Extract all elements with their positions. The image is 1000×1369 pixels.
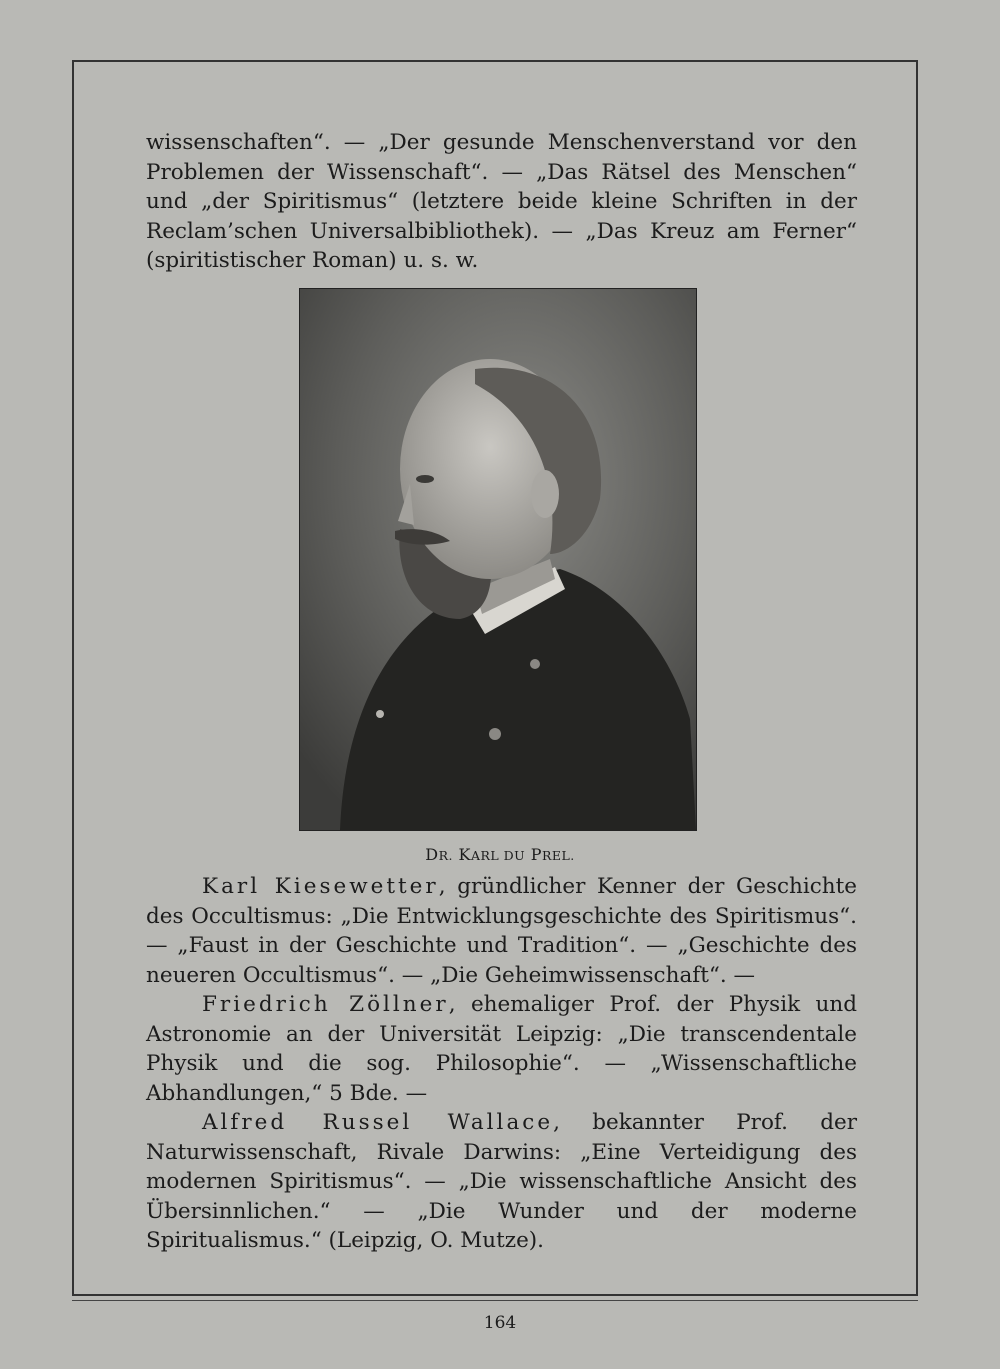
top-paragraph [146, 128, 857, 276]
caption-part: K [458, 845, 471, 864]
entry-zoellner [146, 990, 857, 1108]
entry-text: , bekannter Prof. der Naturwissenschaft, Rivale Darwins: „Eine Verteidigung des modernen Spiritismus“. — „Die wissenschaftliche Ansicht des Übersinnlichen.“ — „Die Wunder und der moderne Spiritualismus.“ (Leipzig, O. Mutze). [146, 1110, 857, 1253]
bibliography-entries [146, 872, 857, 1256]
top-paragraph-text: wissenschaften“. — „Der gesunde Menschenverstand vor den Problemen der Wissenschaft“. — „Das Rätsel des Menschen“ und „der Spiritismus“ (letztere beide kleine Schriften in der Reclam’schen Universalbibliothek). — „Das Kreuz am Ferner“ (spiritistischer Roman) u. s. w. [146, 130, 857, 273]
caption-part: P [525, 845, 542, 864]
entry-text: , gründlicher Kenner der Geschichte des Occultismus: „Die Entwicklungsgeschichte des Spiritismus“. — „Faust in der Geschichte und Tradition“. — „Geschichte des neueren Occultismus“. — „Die Geheimwissenschaft“. — [146, 874, 857, 988]
caption-part: REL. [541, 848, 575, 863]
caption-part: D [425, 845, 439, 864]
page-number: 164 [483, 1313, 517, 1333]
portrait-caption [0, 845, 1000, 864]
entry-kiesewetter [146, 872, 857, 990]
caption-part: ARL DU [470, 848, 526, 863]
frame-bottom-rule [72, 1300, 918, 1301]
entry-wallace [146, 1108, 857, 1256]
caption-part: R. [438, 848, 453, 863]
entry-author: Friedrich Zöllner [202, 992, 449, 1017]
portrait-illustration [300, 289, 696, 830]
portrait-photo [299, 288, 697, 831]
entry-text: , ehemaliger Prof. der Physik und Astronomie an der Universität Leipzig: „Die transcendentale Physik und die sog. Philosophie“. — „Wissenschaftliche Abhandlungen,“ 5 Bde. — [146, 992, 857, 1106]
entry-author: Alfred Russel Wallace [202, 1110, 554, 1135]
entry-author: Karl Kiesewetter [202, 874, 439, 899]
